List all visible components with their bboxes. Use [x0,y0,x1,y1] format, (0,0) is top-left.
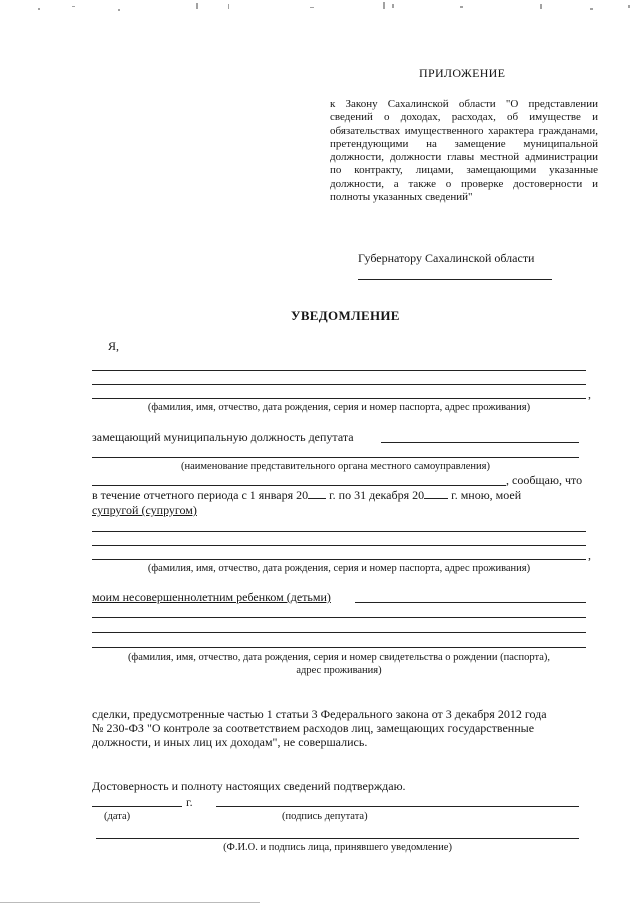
deputy-signature-field[interactable] [216,806,579,807]
period-start: в течение отчетного периода с 1 января 20 [92,488,309,502]
report-suffix: , сообщаю, что [506,473,583,487]
document-heading: УВЕДОМЛЕНИЕ [291,308,400,323]
declarant-comma: , [588,387,591,401]
year-suffix: г. [186,795,193,809]
declarant-line-1[interactable] [92,370,586,371]
confirmation-text: Достоверность и полноту настоящих сведений подтверждаю. [92,779,406,793]
children-line-4[interactable] [92,647,586,648]
spouse-line-1[interactable] [92,531,586,532]
end-year-field[interactable] [424,488,448,499]
statement-line-3: должности, и иных лиц их доходам", не совершались. [92,735,368,749]
statement-line-1: сделки, предусмотренные частью 1 статьи 3 Федерального закона от 3 декабря 2012 года [92,707,547,721]
children-label: моим несовершеннолетним ребенком (детьми) [92,590,331,604]
position-line-2[interactable] [92,457,579,458]
children-caption-line-1: (фамилия, имя, отчество, дата рождения, серия и номер свидетельства о рождении (паспорта), [127,652,551,663]
spouse-caption: (фамилия, имя, отчество, дата рождения, серия и номер паспорта, адрес проживания) [147,563,531,574]
position-label: замещающий муниципальную должность депутата [92,430,354,444]
position-line-3[interactable] [92,485,506,486]
period-mid: г. по 31 декабря 20 [326,488,425,502]
start-year-field[interactable] [308,488,326,499]
receiver-signature-field[interactable] [96,838,579,839]
date-field[interactable] [92,806,182,807]
addressee-underline [358,279,552,280]
statement-line-2: № 230-ФЗ "О контроле за соответствием расходов лиц, замещающих государственные [92,721,535,735]
spouse-comma: , [588,548,591,562]
declarant-line-3[interactable] [92,398,586,399]
declarant-line-2[interactable] [92,384,586,385]
date-caption: (дата) [104,811,131,822]
addressee: Губернатору Сахалинской области [358,251,535,265]
declarant-prefix: Я, [108,339,120,353]
spouse-line-2[interactable] [92,545,586,546]
period-end: г. мною, моей [448,488,522,502]
appendix-title: ПРИЛОЖЕНИЕ [419,66,506,80]
deputy-signature-caption: (подпись депутата) [282,811,368,822]
children-line-2[interactable] [92,617,586,618]
children-line-1[interactable] [355,602,586,603]
appendix-law-reference: к Закону Сахалинской области "О представлении сведений о доходах, расходах, об имуществе и обязательствах имущественного характера гражданами, претендующими на замещение муниципальной должности, должности главы местной администрации по контракту, лицами, замещающими указанные должности, а также о проверке достоверности и полноты указанных сведений" [330,98,598,204]
receiver-caption: (Ф.И.О. и подпись лица, принявшего уведомление) [223,842,452,853]
reporting-period [92,488,521,503]
children-line-3[interactable] [92,632,586,633]
position-line-1[interactable] [381,442,579,443]
spouse-label: супругой (супругом) [92,503,197,517]
spouse-line-3[interactable] [92,559,586,560]
children-caption-line-2: адрес проживания) [296,665,382,676]
declarant-caption: (фамилия, имя, отчество, дата рождения, серия и номер паспорта, адрес проживания) [147,402,531,413]
position-caption: (наименование представительного органа местного самоуправления) [181,461,490,472]
